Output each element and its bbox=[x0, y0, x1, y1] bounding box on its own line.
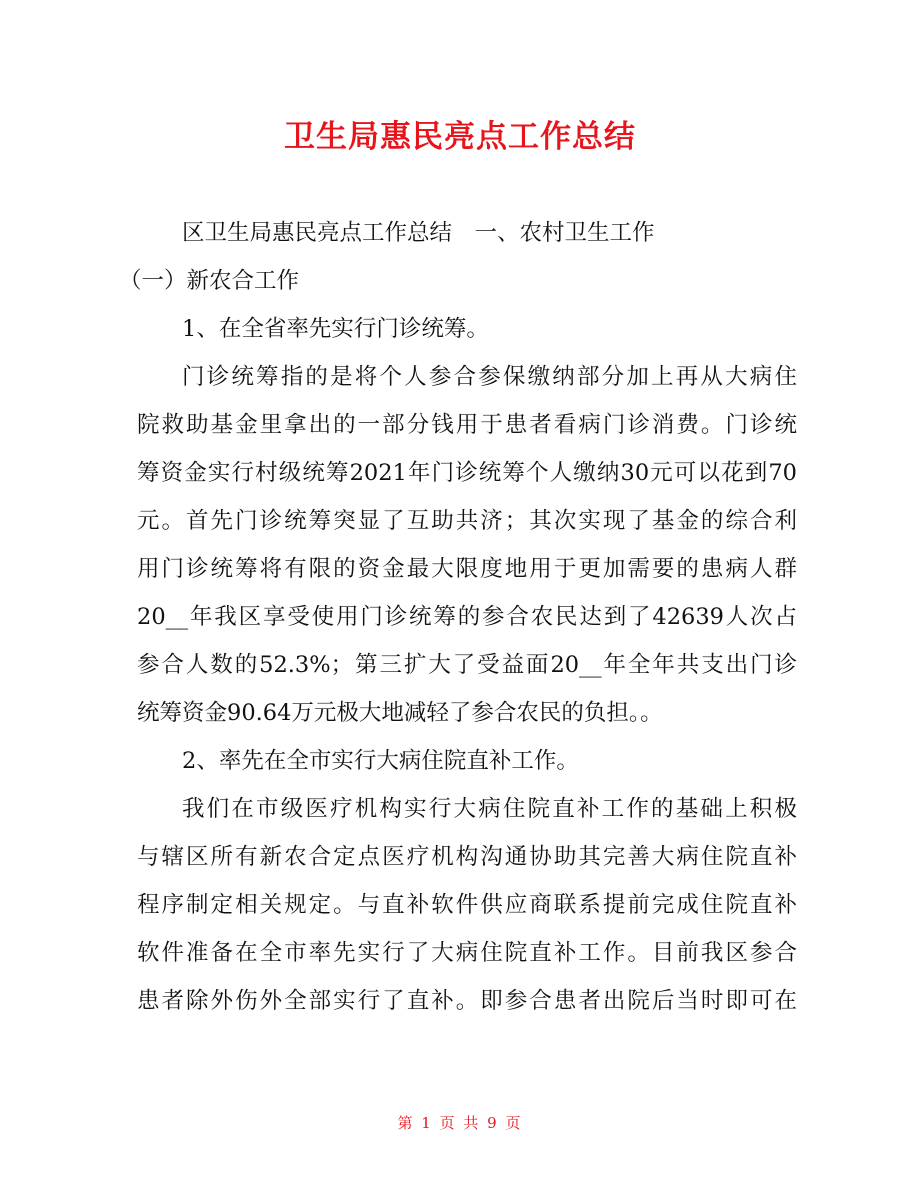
body-line-3: 1、在全省率先实行门诊统筹。 bbox=[182, 316, 489, 342]
body-line-14: 与辖区所有新农合定点医疗机构沟通协助其完善大病住院直补 bbox=[137, 844, 797, 870]
body-line-12: 2、率先在全市实行大病住院直补工作。 bbox=[182, 748, 579, 774]
body-line-7: 元。首先门诊统筹突显了互助共济；其次实现了基金的综合利 bbox=[137, 508, 797, 534]
body-line-13: 我们在市级医疗机构实行大病住院直补工作的基础上积极 bbox=[182, 796, 797, 822]
page-number-footer: 第 1 页 共 9 页 bbox=[397, 1114, 523, 1132]
body-line-16: 软件准备在全市率先实行了大病住院直补工作。目前我区参合 bbox=[137, 940, 797, 966]
body-line-17: 患者除外伤外全部实行了直补。即参合患者出院后当时即可在 bbox=[137, 988, 797, 1014]
body-line-8: 用门诊统筹将有限的资金最大限度地用于更加需要的患病人群 bbox=[137, 556, 797, 582]
body-line-1: 区卫生局惠民亮点工作总结 一、农村卫生工作 bbox=[182, 220, 655, 246]
body-line-5: 院救助基金里拿出的一部分钱用于患者看病门诊消费。门诊统 bbox=[137, 412, 797, 438]
body-line-6: 筹资金实行村级统筹2021年门诊统筹个人缴纳30元可以花到70 bbox=[137, 460, 797, 486]
document-title: 卫生局惠民亮点工作总结 bbox=[284, 119, 636, 155]
body-line-9: 20__年我区享受使用门诊统筹的参合农民达到了42639人次占 bbox=[137, 604, 797, 630]
body-line-15: 程序制定相关规定。与直补软件供应商联系提前完成住院直补 bbox=[137, 892, 797, 918]
body-line-10: 参合人数的52.3%；第三扩大了受益面20__年全年共支出门诊 bbox=[137, 652, 797, 678]
document-body bbox=[119, 209, 797, 1025]
body-line-11: 统筹资金90.64万元极大地减轻了参合农民的负担。。 bbox=[137, 700, 663, 726]
body-line-4: 门诊统筹指的是将个人参合参保缴纳部分加上再从大病住 bbox=[182, 364, 797, 390]
body-line-2: （一）新农合工作 bbox=[119, 268, 300, 294]
